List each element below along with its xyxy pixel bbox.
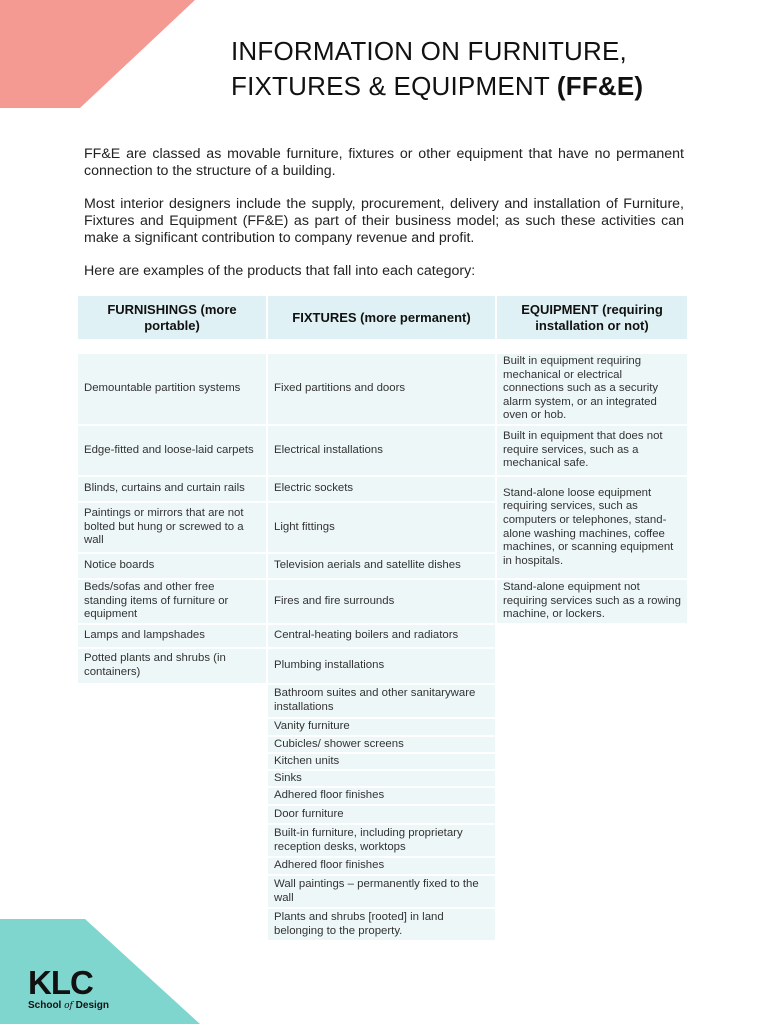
fixtures-cell: Door furniture [268, 806, 495, 823]
fixtures-cell: Kitchen units [268, 754, 495, 769]
fixtures-cell: Adhered floor finishes [268, 858, 495, 874]
furnishings-cell: Beds/sofas and other free standing items of furniture or equipment [78, 580, 266, 623]
fixtures-cell: Bathroom suites and other sanitaryware installations [268, 685, 495, 717]
header-equipment: EQUIPMENT (requiring installation or not) [497, 296, 687, 339]
decorative-corner-top [0, 0, 195, 108]
fixtures-cell: Cubicles/ shower screens [268, 737, 495, 752]
fixtures-cell: Central-heating boilers and radiators [268, 625, 495, 647]
header-furnishings: FURNISHINGS (more portable) [78, 296, 266, 339]
fixtures-cell: Plumbing installations [268, 649, 495, 683]
klc-logo [28, 964, 109, 1012]
furnishings-cell: Blinds, curtains and curtain rails [78, 477, 266, 501]
equipment-cell: Stand-alone equipment not requiring services such as a rowing machine, or lockers. [497, 580, 687, 623]
furnishings-cell: Potted plants and shrubs (in containers) [78, 649, 266, 683]
intro-paragraph-3: Here are examples of the products that fall into each category: [84, 263, 476, 279]
fixtures-cell: Light fittings [268, 503, 495, 552]
title-line-2-plain: FIXTURES & EQUIPMENT [231, 71, 550, 101]
intro-paragraph-1: FF&E are classed as movable furniture, fixtures or other equipment that have no permanent connection to the structure of a building. [84, 146, 684, 179]
logo-wordmark: KLC [28, 964, 93, 1001]
logo-subtitle [28, 1000, 109, 1012]
fixtures-cell: Wall paintings – permanently fixed to the wall [268, 876, 495, 907]
logo-sub-prefix: School [28, 1000, 62, 1011]
fixtures-cell: Fires and fire surrounds [268, 580, 495, 623]
title-line-2 [231, 69, 731, 104]
logo-sub-of: of [64, 1001, 73, 1011]
furnishings-cell: Demountable partition systems [78, 354, 266, 424]
logo-sub-suffix: Design [75, 1000, 109, 1011]
fixtures-cell: Television aerials and satellite dishes [268, 554, 495, 578]
equipment-cell: Built in equipment requiring mechanical or electrical connections such as a security alarm system, or an integrated oven or hob. [497, 354, 687, 424]
furnishings-cell: Paintings or mirrors that are not bolted but hung or screwed to a wall [78, 503, 266, 552]
fixtures-cell: Adhered floor finishes [268, 788, 495, 804]
header-fixtures: FIXTURES (more permanent) [268, 296, 495, 339]
equipment-cell: Built in equipment that does not require services, such as a mechanical safe. [497, 426, 687, 475]
fixtures-cell: Sinks [268, 771, 495, 786]
fixtures-cell: Electrical installations [268, 426, 495, 475]
fixtures-cell: Electric sockets [268, 477, 495, 501]
title-line-2-bold: (FF&E) [556, 71, 644, 101]
fixtures-cell: Fixed partitions and doors [268, 354, 495, 424]
furnishings-cell: Notice boards [78, 554, 266, 578]
intro-paragraph-2: Most interior designers include the supply, procurement, delivery and installation of Furniture, Fixtures and Equipment (FF&E) as part of their business model; as such these activities can make a significant contribution to company revenue and profit. [84, 196, 684, 246]
title-line-1: INFORMATION ON FURNITURE, [231, 36, 627, 66]
intro-text [84, 146, 684, 296]
fixtures-cell: Built-in furniture, including proprietary reception desks, worktops [268, 825, 495, 856]
furnishings-cell: Edge-fitted and loose-laid carpets [78, 426, 266, 475]
furnishings-cell: Lamps and lampshades [78, 625, 266, 647]
equipment-cell: Stand-alone loose equipment requiring services, such as computers or telephones, stand-alone washing machines, coffee machines, or scanning equipment in hospitals. [497, 477, 687, 578]
fixtures-cell: Plants and shrubs [rooted] in land belonging to the property. [268, 909, 495, 940]
fixtures-cell: Vanity furniture [268, 719, 495, 735]
page-title [231, 34, 731, 104]
